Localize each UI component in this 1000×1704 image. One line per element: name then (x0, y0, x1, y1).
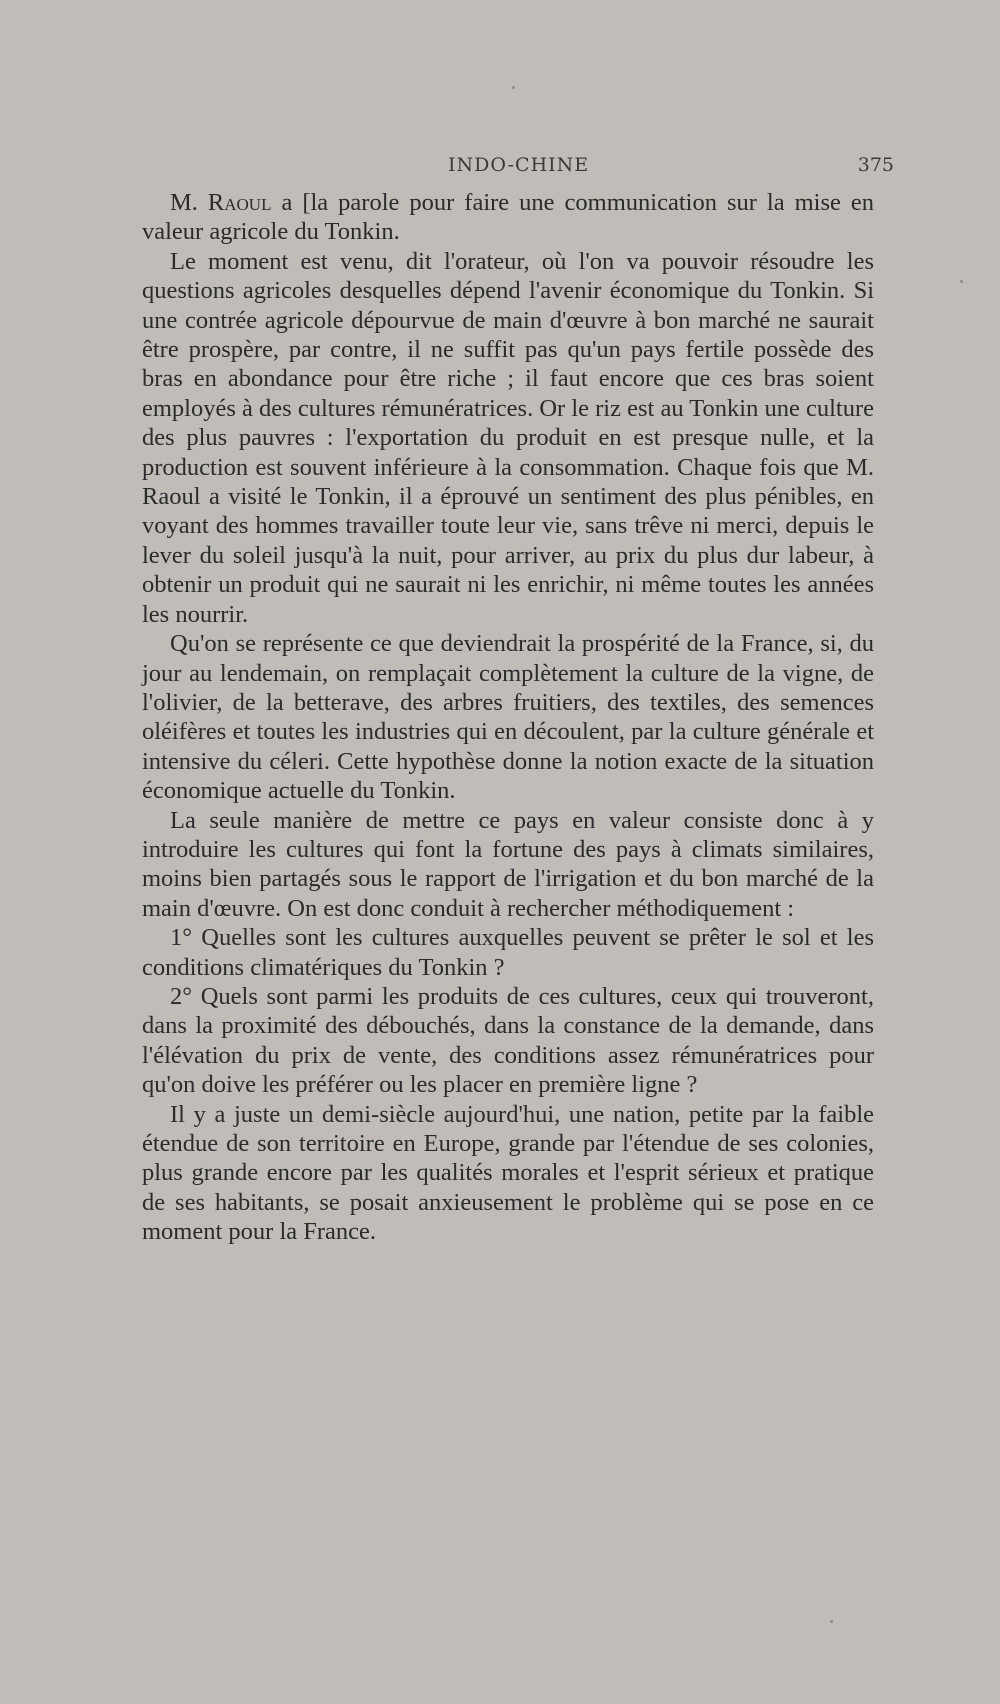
paper-speck (512, 86, 515, 89)
body-text (142, 188, 874, 1247)
paragraph-6: 2° Quels sont parmi les produits de ces cultures, ceux qui trouveront, dans la proximité des débouchés, dans la constance de la demande, dans l'élévation du prix de vente, des conditions assez rémunératrices pour qu'on doive les préférer ou les placer en première ligne ? (142, 982, 874, 1099)
page-number: 375 (857, 154, 894, 176)
paragraph-2: Le moment est venu, dit l'orateur, où l'on va pouvoir résoudre les questions agricoles desquelles dépend l'avenir économique du Tonkin. Si une contrée agricole dépourvue de main d'œuvre à bon marché ne saurait être prospère, par contre, il ne suffit pas qu'un pays fertile possède des bras en abondance pour être riche ; il faut encore que ces bras soient employés à des cultures rémunératrices. Or le riz est au Tonkin une culture des plus pauvres : l'exportation du produit en est presque nulle, et la production est souvent inférieure à la consommation. Chaque fois que M. Raoul a visité le Tonkin, il a éprouvé un sentiment des plus pénibles, en voyant des hommes travailler toute leur vie, sans trêve ni merci, depuis le lever du soleil jusqu'à la nuit, pour arriver, au prix du plus dur labeur, à obtenir un produit qui ne saurait ni les enrichir, ni même toutes les années les nourrir. (142, 247, 874, 628)
paper-speck (830, 1620, 833, 1623)
paragraph-7: Il y a juste un demi-siècle aujourd'hui, une nation, petite par la faible étendue de son territoire en Europe, grande par l'étendue de ses colonies, plus grande encore par les qualités morales et l'esprit sérieux et pratique de ses habitants, se posait anxieusement le problème qui se pose en ce moment pour la France. (142, 1100, 874, 1246)
running-title: INDO-CHINE (448, 154, 590, 176)
paragraph-5: 1° Quelles sont les cultures auxquelles peuvent se prêter le sol et les conditions climatériques du Tonkin ? (142, 924, 874, 981)
paragraph-1 (142, 188, 874, 247)
paragraph-4: La seule manière de mettre ce pays en valeur consiste donc à y introduire les cultures qui font la fortune des pays à climats similaires, moins bien partagés sous le rapport de l'irrigation et du bon marché de la main d'œuvre. On est donc conduit à rechercher méthodiquement : (142, 806, 874, 922)
paragraph-3: Qu'on se représente ce que deviendrait la prospérité de la France, si, du jour au lendemain, on remplaçait complètement la culture de la vigne, de l'olivier, de la betterave, des arbres fruitiers, des textiles, des semences oléifères et toutes les industries qui en découlent, par la culture générale et intensive du céleri. Cette hypothèse donne la notion exacte de la situation économique actuelle du Tonkin. (142, 630, 874, 805)
paper-speck (960, 280, 963, 283)
running-head (142, 154, 894, 180)
speaker-name: M. Raoul (170, 189, 272, 216)
paragraph-1-text: a [la parole pour faire une communication sur la mise en valeur agricole du Tonkin. (142, 189, 874, 246)
